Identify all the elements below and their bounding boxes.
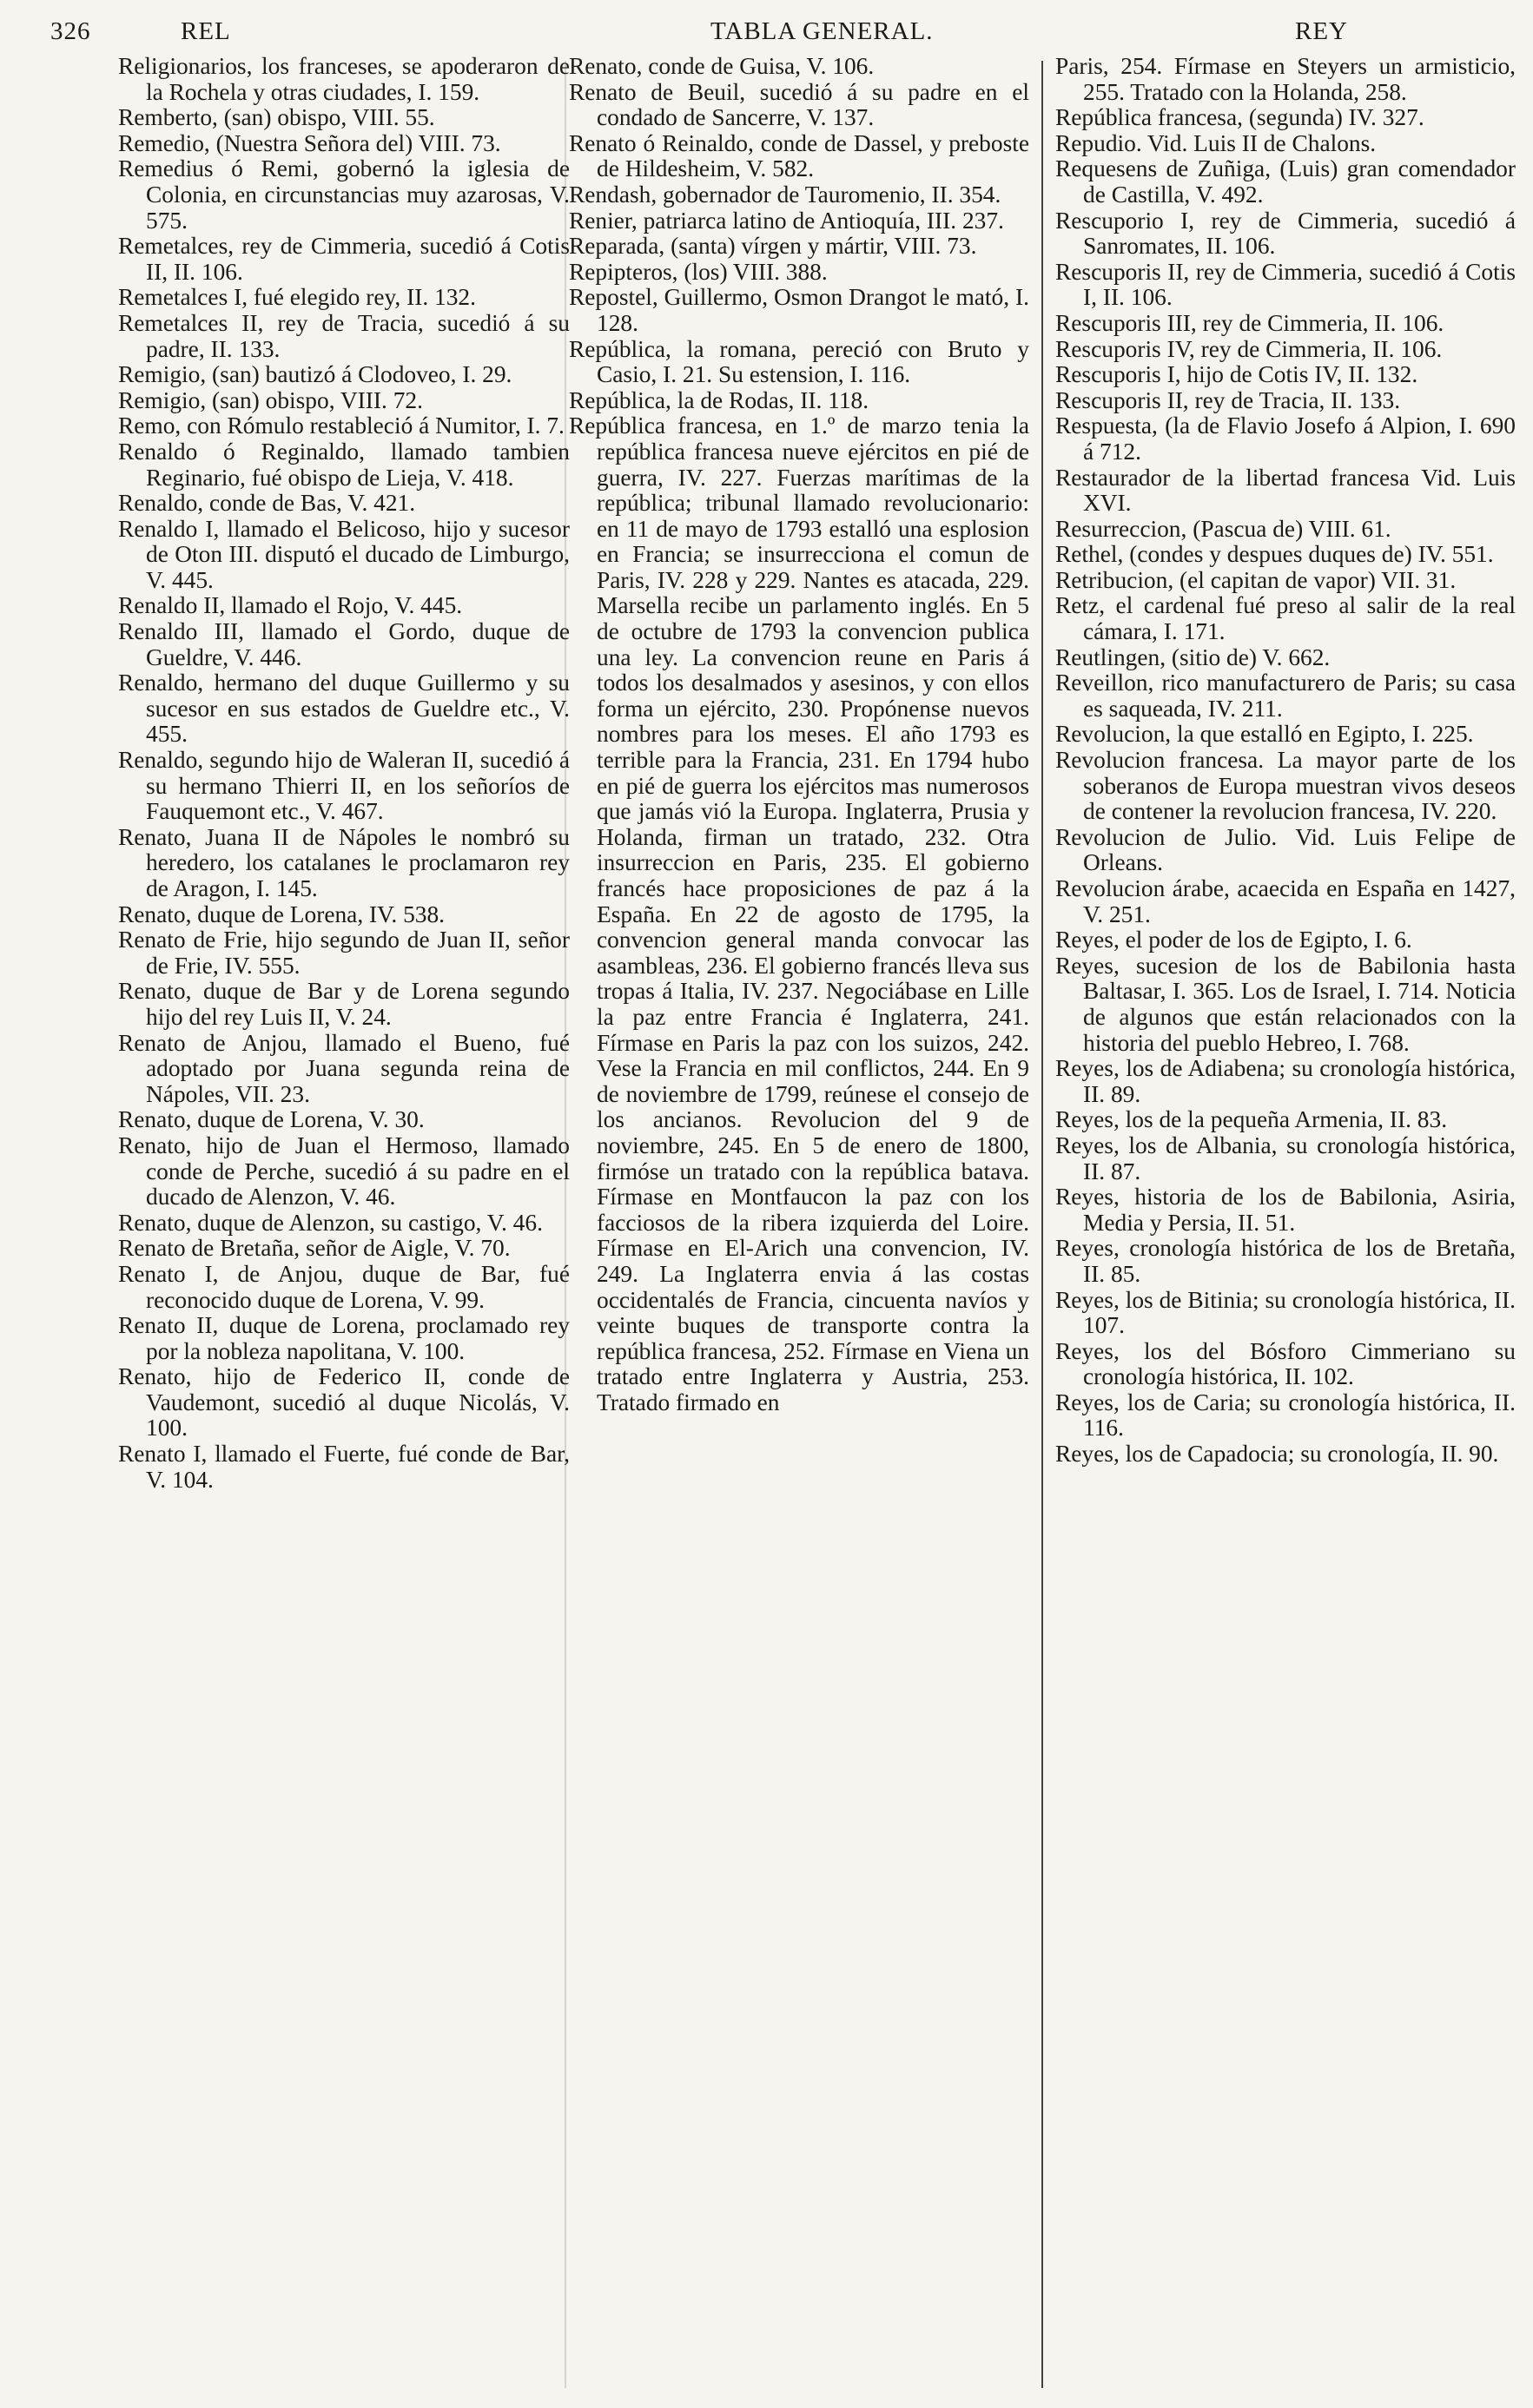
index-entry: Reyes, sucesion de los de Babilonia hasta Baltasar, I. 365. Los de Israel, I. 714. Noticia de algunos que están relacionados con la historia del pueblo Hebreo, I. 768. (1055, 952, 1516, 1056)
index-entry: Remetalces, rey de Cimmeria, sucedió á Cotis II, II. 106. (118, 233, 570, 285)
index-column-2 (569, 54, 1029, 1415)
index-entry: Resurreccion, (Pascua de) VIII. 61. (1055, 515, 1391, 542)
index-entry: Paris, 254. Fírmase en Steyers un armisticio, 255. Tratado con la Holanda, 258. (1055, 53, 1516, 105)
index-entry: Renato, Juana II de Nápoles le nombró su heredero, los catalanes le proclamaron rey de Aragon, I. 145. (118, 823, 570, 901)
index-entry: Renato de Bretaña, señor de Aigle, V. 70. (118, 1235, 511, 1262)
index-column-1 (118, 54, 570, 1493)
index-entry: Restaurador de la libertad francesa Vid. Luis XVI. (1055, 464, 1516, 517)
index-entry: Rescuporis III, rey de Cimmeria, II. 106. (1055, 309, 1444, 336)
index-entry: Remigio, (san) obispo, VIII. 72. (118, 386, 423, 413)
index-entry: Renaldo III, llamado el Gordo, duque de Gueldre, V. 446. (118, 618, 570, 670)
index-entry: República francesa, en 1.º de marzo tenia la república francesa nueve ejércitos en pié de guerra, IV. 227. Fuerzas marítimas de la república; tribunal llamado revolucionario: en 11 de mayo de 1793 estalló una esplosion en Francia; se insurrecciona el comun de Paris, IV. 228 y 229. Nantes es atacada, 229. Marsella recibe un parlamento inglés. En 5 de octubre de 1793 la convencion publica una ley. La convencion reune en Paris á todos los desalmados y asesinos, y con ellos forma un ejército, 230. Propónense nuevos nombres para los meses. El año 1793 es terrible para la Francia, 231. En 1794 hubo en pié de guerra los ejércitos mas numerosos que jamás vió la Europa. Inglaterra, Prusia y Holanda, firman un tratado, 232. Otra insurreccion en Paris, 235. El gobierno francés hace proposiciones de paz á la España. En 22 de agosto de 1795, la convencion general manda convocar las asambleas, 236. El gobierno francés lleva sus tropas á Italia, IV. 237. Negociábase en Lille la paz entre Francia é Inglaterra, 241. Fírmase en Paris la paz con los suizos, 242. Vese la Francia en mil conflictos, 244. En 9 de noviembre de 1799, reúnese el consejo de los ancianos. Revolucion del 9 de noviembre, 245. En 5 de enero de 1800, firmóse un tratado con la república batava. Fírmase en Montfaucon la paz con los facciosos de la ribera izquierda del Loire. Fírmase en El-Arich una convencion, IV. 249. La Inglaterra envia á las costas occidentalés de Francia, cincuenta navíos y veinte buques de transporte contra la república francesa, 252. Fírmase en Viena un tratado entre Inglaterra y Austria, 253. Tratado firmado en (569, 412, 1029, 1415)
header-left-word: REL (181, 17, 231, 45)
index-entry: Religionarios, los franceses, se apoderaron de la Rochela y otras ciudades, I. 159. (118, 53, 570, 105)
index-entry: Renato, duque de Bar y de Lorena segundo hijo del rey Luis II, V. 24. (118, 978, 570, 1030)
index-entry: Reyes, los de Capadocia; su cronología, II. 90. (1055, 1441, 1499, 1468)
index-entry: Revolucion francesa. La mayor parte de los soberanos de Europa muestran vivos deseos de contener la revolucion francesa, IV. 220. (1055, 747, 1516, 825)
index-entry: Repipteros, (los) VIII. 388. (569, 258, 828, 285)
index-entry: Retribucion, (el capitan de vapor) VII. 31. (1055, 566, 1457, 593)
index-entry: Remedio, (Nuestra Señora del) VIII. 73. (118, 129, 501, 156)
index-entry: Reyes, historia de los de Babilonia, Asiria, Media y Persia, II. 51. (1055, 1184, 1516, 1236)
index-entry: Remigio, (san) bautizó á Clodoveo, I. 29. (118, 361, 512, 388)
index-entry: Renato, duque de Lorena, IV. 538. (118, 901, 446, 927)
index-entry: Renato I, llamado el Fuerte, fué conde de Bar, V. 104. (118, 1441, 570, 1493)
index-entry: Repudio. Vid. Luis II de Chalons. (1055, 129, 1377, 156)
index-entry: Remetalces II, rey de Tracia, sucedió á su padre, II. 133. (118, 309, 570, 362)
index-entry: Reyes, cronología histórica de los de Bretaña, II. 85. (1055, 1235, 1516, 1287)
index-entry: Renaldo, conde de Bas, V. 421. (118, 490, 416, 517)
index-entry: Respuesta, (la de Flavio Josefo á Alpion, I. 690 á 712. (1055, 412, 1516, 465)
index-entry: Rendash, gobernador de Tauromenio, II. 354. (569, 181, 1001, 208)
index-entry: Renaldo ó Reginaldo, llamado tambien Reginario, fué obispo de Lieja, V. 418. (118, 438, 570, 491)
index-column-3 (1055, 54, 1516, 1468)
index-entry: Reutlingen, (sitio de) V. 662. (1055, 643, 1331, 670)
index-entry: Rethel, (condes y despues duques de) IV. 551. (1055, 541, 1494, 568)
index-entry: Renaldo I, llamado el Belicoso, hijo y sucesor de Oton III. disputó el ducado de Limburgo, V. 445. (118, 515, 570, 593)
index-entry: Revolucion árabe, acaecida en España en 1427, V. 251. (1055, 875, 1516, 927)
index-entry: Rescuporis II, rey de Tracia, II. 133. (1055, 386, 1401, 413)
index-entry: Reyes, los de Adiabena; su cronología histórica, II. 89. (1055, 1055, 1516, 1107)
index-entry: Rescuporis I, hijo de Cotis IV, II. 132. (1055, 361, 1418, 388)
index-entry: Reyes, los de Caria; su cronología histórica, II. 116. (1055, 1389, 1516, 1442)
index-entry: Renier, patriarca latino de Antioquía, III. 237. (569, 207, 1004, 234)
index-entry: Renaldo, segundo hijo de Waleran II, sucedió á su hermano Thierri II, en los señoríos de Fauquemont etc., V. 467. (118, 747, 570, 825)
header-title: TABLA GENERAL. (710, 17, 934, 45)
index-entry: Renato, duque de Lorena, V. 30. (118, 1106, 425, 1133)
index-entry: Rescuporis II, rey de Cimmeria, sucedió á Cotis I, II. 106. (1055, 258, 1516, 311)
index-entry: Renato, conde de Guisa, V. 106. (569, 53, 875, 79)
index-entry: Requesens de Zuñiga, (Luis) gran comendador de Castilla, V. 492. (1055, 155, 1516, 208)
index-entry: Reyes, los de Albania, su cronología histórica, II. 87. (1055, 1131, 1516, 1184)
index-entry: Reyes, los del Bósforo Cimmeriano su cronología histórica, II. 102. (1055, 1337, 1516, 1390)
index-entry: República francesa, (segunda) IV. 327. (1055, 104, 1424, 131)
index-entry: Remetalces I, fué elegido rey, II. 132. (118, 284, 476, 311)
running-header (50, 10, 1475, 52)
index-entry: Renaldo, hermano del duque Guillermo y su sucesor en sus estados de Gueldre etc., V. 455. (118, 670, 570, 748)
index-entry: Repostel, Guillermo, Osmon Drangot le mató, I. 128. (569, 284, 1029, 336)
index-entry: Renato, hijo de Federico II, conde de Vaudemont, sucedió al duque Nicolás, V. 100. (118, 1363, 570, 1442)
index-entry: Renato de Anjou, llamado el Bueno, fué adoptado por Juana segunda reina de Nápoles, VII. 23. (118, 1029, 570, 1107)
index-entry: Reparada, (santa) vírgen y mártir, VIII. 73. (569, 233, 977, 260)
index-entry: Renato de Beuil, sucedió á su padre en el condado de Sancerre, V. 137. (569, 78, 1029, 131)
index-entry: Rescuporio I, rey de Cimmeria, sucedió á Sanromates, II. 106. (1055, 207, 1516, 260)
index-entry: Reyes, los de Bitinia; su cronología histórica, II. 107. (1055, 1286, 1516, 1339)
index-entry: Remo, con Rómulo restableció á Numitor, I. 7. (118, 412, 565, 439)
index-entry: República, la de Rodas, II. 118. (569, 386, 869, 413)
index-entry: Remberto, (san) obispo, VIII. 55. (118, 104, 435, 131)
page-number: 326 (50, 17, 91, 45)
index-entry: Revolucion de Julio. Vid. Luis Felipe de Orleans. (1055, 823, 1516, 876)
index-entry: Reveillon, rico manufacturero de Paris; su casa es saqueada, IV. 211. (1055, 670, 1516, 722)
index-entry: Reyes, el poder de los de Egipto, I. 6. (1055, 927, 1412, 953)
index-entry: Renato II, duque de Lorena, proclamado rey por la nobleza napolitana, V. 100. (118, 1312, 570, 1364)
index-entry: Renato, hijo de Juan el Hermoso, llamado conde de Perche, sucedió á su padre en el ducado de Alenzon, V. 46. (118, 1131, 570, 1211)
index-entry: Reyes, los de la pequeña Armenia, II. 83. (1055, 1106, 1448, 1133)
index-entry: Renato I, de Anjou, duque de Bar, fué reconocido duque de Lorena, V. 99. (118, 1260, 570, 1313)
column-divider (1041, 61, 1043, 2388)
index-entry: Renato, duque de Alenzon, su castigo, V. 46. (118, 1209, 543, 1236)
header-right-word: REY (1295, 17, 1348, 45)
index-entry: Remedius ó Remi, gobernó la iglesia de Colonia, en circunstancias muy azarosas, V. 575. (118, 155, 570, 234)
index-entry: Renato ó Reinaldo, conde de Dassel, y preboste de Hildesheim, V. 582. (569, 129, 1029, 182)
index-entry: Renato de Frie, hijo segundo de Juan II, señor de Frie, IV. 555. (118, 927, 570, 979)
index-entry: Rescuporis IV, rey de Cimmeria, II. 106. (1055, 335, 1443, 362)
index-entry: Retz, el cardenal fué preso al salir de la real cámara, I. 171. (1055, 592, 1516, 645)
index-entry: República, la romana, pereció con Bruto y Casio, I. 21. Su estension, I. 116. (569, 335, 1029, 388)
index-entry: Revolucion, la que estalló en Egipto, I. 225. (1055, 721, 1474, 748)
index-entry: Renaldo II, llamado el Rojo, V. 445. (118, 592, 463, 619)
